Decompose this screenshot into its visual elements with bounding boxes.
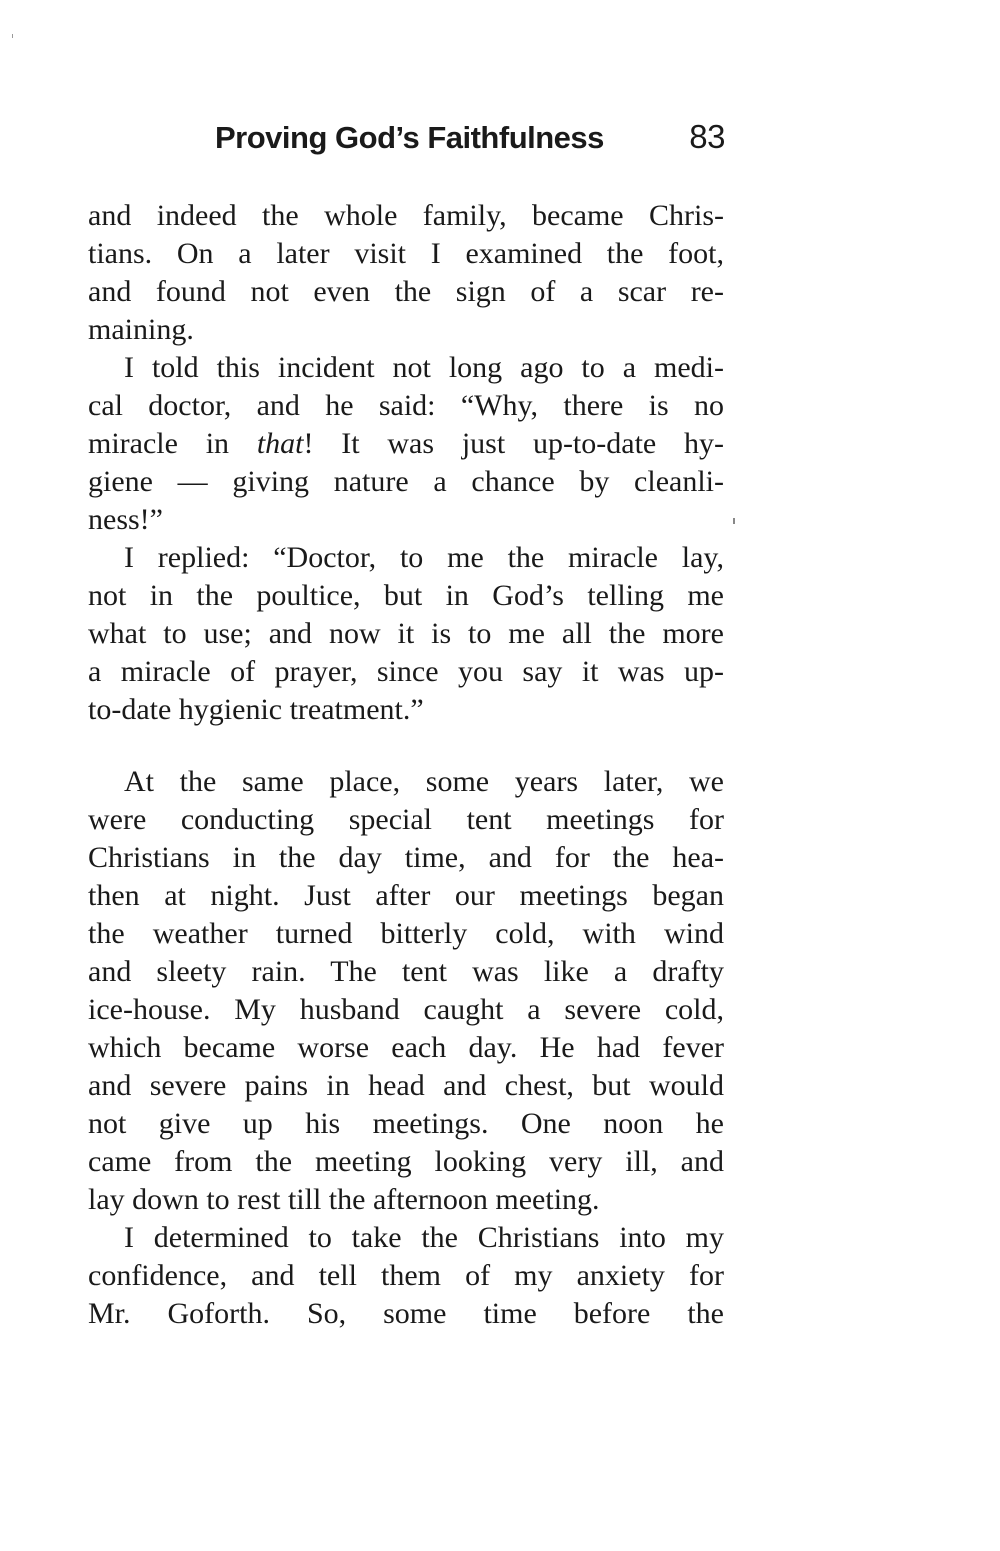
text-line: confidence, and tell them of my anxiety for: [88, 1259, 724, 1292]
text-line: came from the meeting looking very ill, and: [88, 1145, 724, 1178]
paragraph: [88, 197, 724, 349]
text-section-1: [88, 197, 724, 729]
text-line: cal doctor, and he said: “Why, there is no: [88, 389, 724, 422]
chapter-title: Proving God’s Faithfulness: [215, 120, 604, 155]
paragraph: [88, 1219, 724, 1333]
text-section-2: [88, 763, 724, 1333]
text-line: At the same place, some years later, we: [124, 765, 724, 798]
running-head: [215, 118, 725, 168]
scan-speck: [733, 518, 735, 524]
text-line: Christians in the day time, and for the hea-: [88, 841, 724, 874]
text-line: tians. On a later visit I examined the foot,: [88, 237, 724, 270]
scan-speck: [12, 34, 13, 38]
text-line: and indeed the whole family, became Chris-: [88, 199, 724, 232]
text-line: maining.: [88, 313, 194, 346]
text-line: ness!”: [88, 503, 163, 536]
text-line: what to use; and now it is to me all the more: [88, 617, 724, 650]
text-line: not give up his meetings. One noon he: [88, 1107, 724, 1140]
text-line: ice-house. My husband caught a severe cold,: [88, 993, 724, 1026]
text-line: I told this incident not long ago to a medi-: [124, 351, 724, 384]
text-line: a miracle of prayer, since you say it was up-: [88, 655, 724, 688]
text-line: lay down to rest till the afternoon meeting.: [88, 1183, 600, 1216]
paragraph: [88, 539, 724, 729]
text-line: which became worse each day. He had fever: [88, 1031, 724, 1064]
text-line: [88, 425, 724, 463]
emphasis-word: that: [256, 427, 304, 460]
text-line: Mr. Goforth. So, some time before the: [88, 1297, 724, 1330]
paragraph: [88, 349, 724, 539]
text-line: and sleety rain. The tent was like a drafty: [88, 955, 724, 988]
page-number: 83: [689, 118, 725, 155]
text-fragment: miracle in: [88, 427, 257, 460]
text-line: and found not even the sign of a scar re-: [88, 275, 724, 308]
paragraph: [88, 763, 724, 1219]
text-line: I determined to take the Christians into my: [124, 1221, 724, 1254]
text-line: the weather turned bitterly cold, with wind: [88, 917, 724, 950]
text-line: then at night. Just after our meetings began: [88, 879, 724, 912]
text-line: I replied: “Doctor, to me the miracle lay,: [124, 541, 724, 574]
text-line: and severe pains in head and chest, but would: [88, 1069, 724, 1102]
text-line: giene — giving nature a chance by cleanli-: [88, 465, 724, 498]
text-line: to-date hygienic treatment.”: [88, 693, 424, 726]
text-line: not in the poultice, but in God’s telling me: [88, 579, 724, 612]
text-line: were conducting special tent meetings for: [88, 803, 724, 836]
text-fragment: ! It was just up-to-date hy-: [303, 427, 724, 460]
